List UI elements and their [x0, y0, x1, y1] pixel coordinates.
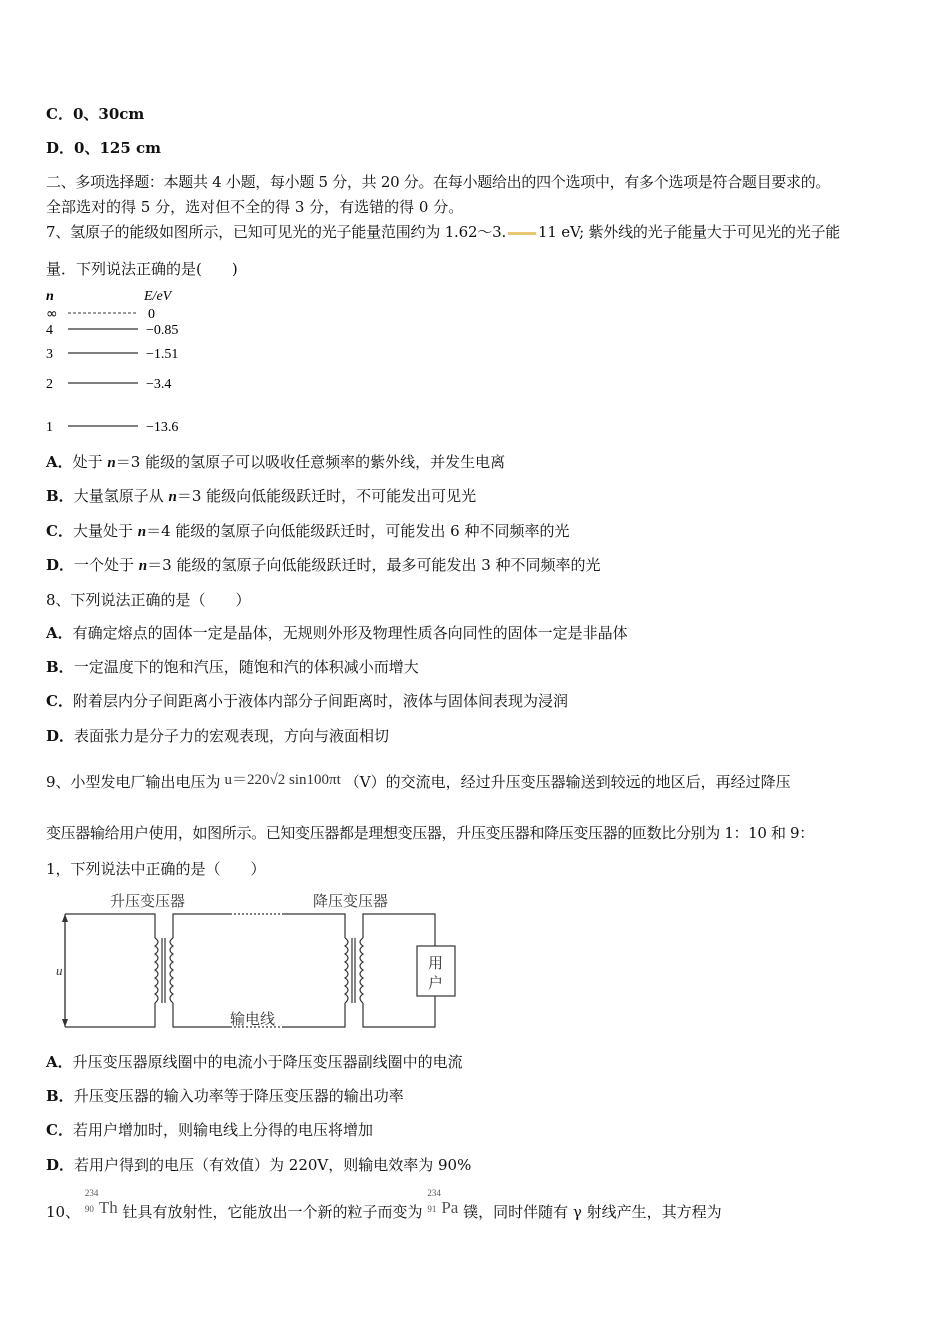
q7-option-b [46, 485, 476, 506]
level-e-1: −13.6 [146, 420, 179, 435]
level-n-3: 3 [46, 347, 53, 362]
q10-number: 10、 [46, 1203, 81, 1221]
option-letter: A． [46, 453, 73, 471]
option-letter: D． [46, 556, 75, 574]
option-letter: C． [46, 1121, 73, 1139]
option-letter: D． [46, 1156, 75, 1174]
section-header-line1: 二、多项选择题：本题共 4 小题，每小题 5 分，共 20 分。在每小题给出的四个选项中，有多个选项是符合题目要求的。 [46, 173, 831, 191]
q9-option-a [46, 1051, 463, 1072]
option-letter: A． [46, 624, 73, 642]
q7-stem-line2: 量．下列说法正确的是( ) [46, 260, 238, 278]
option-text-pre: 处于 [72, 453, 108, 471]
option-text: 附着层内分子间距离小于液体内部分子间距离时，液体与固体间表现为浸润 [72, 692, 568, 710]
wire [363, 996, 435, 1027]
level-n-4: 4 [46, 323, 53, 338]
element-symbol: Th [98, 1198, 118, 1217]
option-text-post: ＝3 能级的氢原子向低能级跃迁时，最多可能发出 3 种不同频率的光 [147, 556, 601, 574]
protactinium-nuclide [427, 1188, 459, 1222]
wire [283, 1003, 345, 1027]
coil [170, 938, 173, 1003]
option-text: 0、125 cm [74, 139, 161, 157]
option-text: 若用户得到的电压（有效值）为 220V，则输电效率为 90% [74, 1156, 472, 1174]
option-text-pre: 大量处于 [72, 522, 138, 540]
q6-option-c [46, 103, 144, 124]
coil [360, 938, 363, 1003]
level-n-inf: ∞ [46, 306, 58, 322]
option-text-pre: 一个处于 [74, 556, 139, 574]
option-text-post: ＝3 能级向低能级跃迁时，不可能发出可见光 [176, 487, 477, 505]
level-e-2: −3.4 [146, 377, 172, 392]
transmission-circuit-diagram [55, 890, 465, 1035]
option-text: 若用户增加时，则输电线上分得的电压将增加 [72, 1121, 373, 1139]
option-letter: A． [46, 1053, 73, 1071]
user-label-2: 户 [428, 974, 444, 992]
q9-stem-line3: 1，下列说法中正确的是（ ） [46, 860, 266, 878]
option-text: 升压变压器原线圈中的电流小于降压变压器副线圈中的电流 [72, 1053, 463, 1071]
option-letter: D． [46, 727, 75, 745]
q7-stem-part1: 7、氢原子的能级如图所示，已知可见光的光子能量范围约为 1.62～3. [46, 223, 507, 241]
level-e-4: −0.85 [146, 323, 179, 338]
wire [363, 914, 435, 946]
energy-axis-label: E/eV [144, 289, 172, 304]
coil [345, 938, 348, 1003]
arrow-head-top [62, 914, 68, 922]
element-symbol: Pa [441, 1198, 459, 1217]
step-up-label: 升压变压器 [110, 892, 186, 910]
mass-number: 234 [427, 1188, 441, 1198]
option-letter: C． [46, 692, 73, 710]
voltage-formula: u＝220√2 sin100πt [224, 772, 341, 788]
q9-stem-line2: 变压器输给用户使用，如图所示。已知变压器都是理想变压器，升压变压器和降压变压器的匝数比分别为 1：10 和 9： [46, 824, 814, 842]
level-n-1: 1 [46, 420, 53, 435]
option-letter: B． [46, 487, 74, 505]
q9-option-b [46, 1085, 404, 1106]
section-header-line2: 全部选对的得 5 分，选对但不全的得 3 分，有选错的得 0 分。 [46, 198, 464, 216]
option-text-post: ＝4 能级的氢原子向低能级跃迁时，可能发出 6 种不同频率的光 [146, 522, 570, 540]
coil [155, 938, 158, 1003]
q7-option-a [46, 451, 505, 472]
atomic-number: 90 [84, 1204, 94, 1214]
option-var: n [168, 489, 177, 505]
mass-number: 234 [84, 1188, 99, 1198]
option-var: n [137, 524, 147, 540]
option-letter: B． [46, 1087, 74, 1105]
q9-stem-part2: （V）的交流电，经过升压变压器输送到较远的地区后，再经过降压 [344, 773, 791, 791]
highlight-mark [508, 232, 536, 235]
q8-option-c [46, 690, 568, 711]
u-label: u [56, 963, 63, 978]
q8-option-a [46, 622, 628, 643]
wire [283, 914, 345, 938]
step-down-label: 降压变压器 [313, 892, 389, 910]
q9-stem-line1 [46, 768, 791, 792]
n-axis-label: n [46, 289, 54, 304]
option-text: 升压变压器的输入功率等于降压变压器的输出功率 [73, 1087, 404, 1105]
q7-option-d [46, 554, 601, 575]
atomic-number: 91 [427, 1204, 437, 1214]
option-letter: C． [46, 105, 73, 123]
q6-option-d [46, 137, 161, 158]
level-e-3: −1.51 [146, 347, 179, 362]
level-n-2: 2 [46, 377, 53, 392]
q7-stem-part2: 11 eV; 紫外线的光子能量大于可见光的光子能 [538, 223, 841, 241]
option-letter: D． [46, 139, 75, 157]
q9-stem-part1: 9、小型发电厂输出电压为 [46, 773, 221, 791]
thorium-nuclide [84, 1188, 118, 1222]
option-letter: B． [46, 658, 74, 676]
q10-text2: 镤，同时伴随有 γ 射线产生，其方程为 [463, 1203, 722, 1221]
q9-option-d [46, 1154, 471, 1175]
transmission-line-label: 输电线 [230, 1010, 276, 1028]
wire [65, 1003, 155, 1027]
arrow-head-bottom [62, 1019, 68, 1027]
option-letter: C． [46, 522, 73, 540]
option-var: n [107, 455, 116, 471]
q10-text1: 钍具有放射性，它能放出一个新的粒子而变为 [122, 1203, 423, 1221]
wire [65, 914, 155, 938]
option-text-pre: 大量氢原子从 [73, 487, 169, 505]
wire [173, 1003, 230, 1027]
q7-stem-line1 [46, 221, 840, 242]
q9-option-c [46, 1119, 373, 1140]
q8-stem: 8、下列说法正确的是（ ） [46, 591, 251, 609]
option-text: 0、30cm [72, 105, 145, 123]
user-label-1: 用 [428, 954, 444, 972]
option-var: n [138, 558, 148, 574]
q7-option-c [46, 520, 569, 541]
option-text: 有确定熔点的固体一定是晶体，无规则外形及物理性质各向同性的固体一定是非晶体 [72, 624, 628, 642]
q10-stem [46, 1188, 722, 1222]
option-text: 表面张力是分子力的宏观表现，方向与液面相切 [74, 727, 390, 745]
option-text-post: ＝3 能级的氢原子可以吸收任意频率的紫外线，并发生电离 [115, 453, 506, 471]
level-e-inf: 0 [148, 307, 155, 322]
q8-option-b [46, 656, 419, 677]
wire [173, 914, 230, 938]
q8-option-d [46, 725, 389, 746]
energy-level-diagram [42, 286, 212, 436]
option-text: 一定温度下的饱和汽压，随饱和汽的体积减小而增大 [73, 658, 419, 676]
